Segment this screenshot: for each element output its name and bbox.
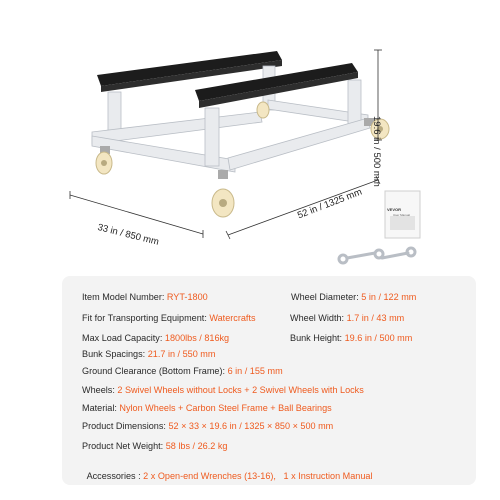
spec-spacing [82, 349, 215, 360]
spec-value: 2 x Open-end Wrenches (13-16), 1 x Instruction Manual [143, 471, 373, 481]
spec-fit [82, 313, 256, 324]
spec-value: 2 Swivel Wheels without Locks + 2 Swivel Wheels with Locks [117, 385, 364, 395]
spec-label: Wheels: [82, 385, 118, 395]
manual-brand: VEVOR [387, 207, 402, 212]
spec-value: 52 × 33 × 19.6 in / 1325 × 850 × 500 mm [168, 421, 334, 431]
spec-weight [82, 441, 227, 452]
spec-value: 19.6 in / 500 mm [344, 333, 413, 343]
spec-label: Material: [82, 403, 120, 413]
spec-value: Watercrafts [209, 313, 256, 323]
spec-load [82, 333, 229, 344]
rear-left-wheel [96, 146, 112, 174]
spec-value: 1800lbs / 816kg [164, 333, 230, 343]
spec-value: 58 lbs / 26.2 kg [165, 441, 228, 451]
rear-right-wheel [257, 102, 269, 118]
spec-clearance [82, 366, 283, 377]
spec-model [82, 292, 208, 303]
spec-label: Max Load Capacity: [82, 333, 165, 343]
spec-wheel-diameter [291, 292, 416, 303]
spec-wheel-width [290, 313, 404, 324]
spec-wheels [82, 385, 364, 396]
spec-value: Nylon Wheels + Carbon Steel Frame + Ball Bearings [119, 403, 332, 413]
spec-label: Bunk Spacings: [82, 349, 148, 359]
spec-label: Bunk Height: [290, 333, 345, 343]
spec-material [82, 403, 332, 414]
spec-value: 6 in / 155 mm [227, 366, 283, 376]
spec-label: Wheel Width: [290, 313, 347, 323]
front-cross-beam [228, 118, 370, 170]
spec-label: Ground Clearance (Bottom Frame): [82, 366, 228, 376]
spec-label: Product Net Weight: [82, 441, 166, 451]
spec-dimensions [82, 421, 333, 432]
length-dimension: 52 in / 1325 mm [296, 186, 364, 222]
spec-value: 5 in / 122 mm [361, 292, 417, 302]
manual-subtitle: User Manual [393, 213, 411, 217]
front-left-wheel [212, 170, 234, 217]
spec-bunk-height [290, 333, 412, 344]
spec-value: RYT-1800 [166, 292, 208, 302]
spec-panel [62, 276, 476, 485]
spec-value: 1.7 in / 43 mm [346, 313, 405, 323]
wrench-icon [339, 248, 415, 263]
spec-label: Item Model Number: [82, 292, 167, 302]
height-dimension: 19.6 in / 500 mm [371, 116, 382, 187]
spec-label: Product Dimensions: [82, 421, 169, 431]
spec-label: Accessories : [86, 471, 144, 481]
width-dimension: 33 in / 850 mm [96, 222, 160, 248]
spec-value: 21.7 in / 550 mm [147, 349, 216, 359]
spec-label: Wheel Diameter: [291, 292, 362, 302]
spec-accessories [82, 460, 372, 482]
spec-label: Fit for Transporting Equipment: [82, 313, 210, 323]
front-left-upright [205, 108, 219, 166]
